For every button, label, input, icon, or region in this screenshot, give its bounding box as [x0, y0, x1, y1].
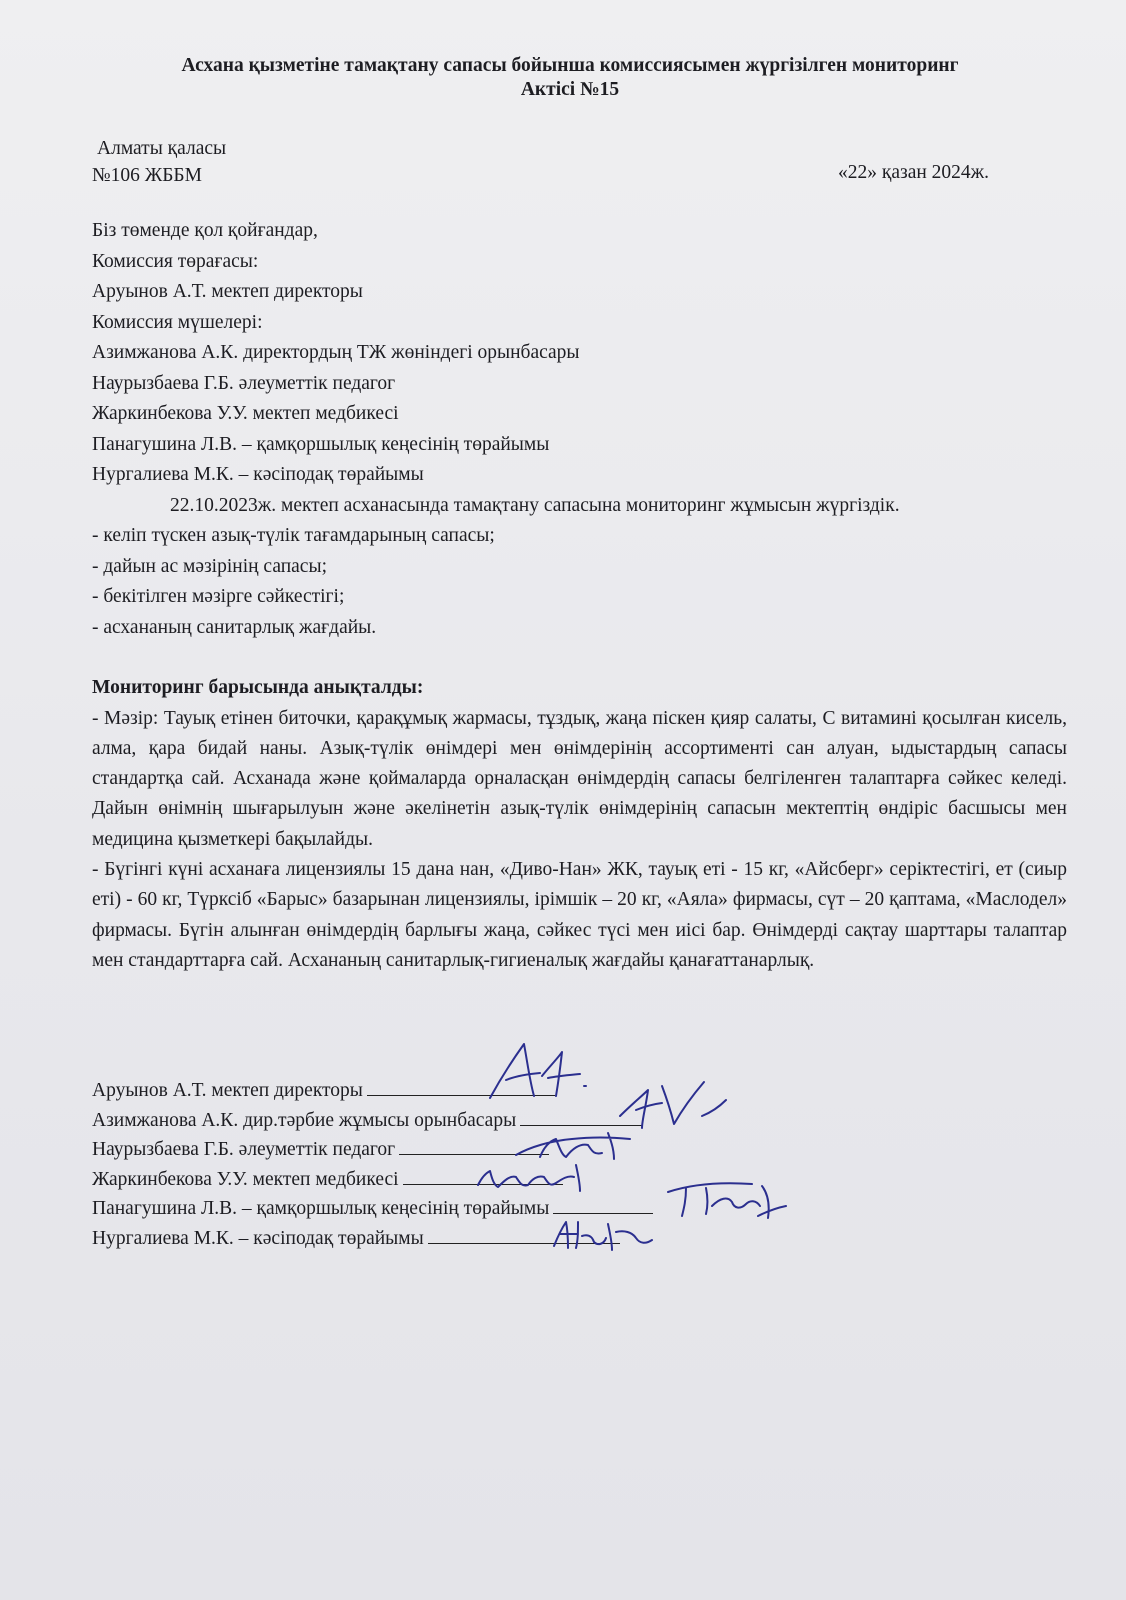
intro-line: Жаркинбекова У.У. мектеп медбикесі — [92, 403, 399, 424]
signature-label: Аруынов А.Т. мектеп директоры — [92, 1080, 363, 1101]
intro-line: Панагушина Л.В. – қамқоршылық кеңесінің төрайымы — [92, 433, 550, 455]
checklist-item: - келіп түскен азық-түлік тағамдарының сапасы; — [92, 525, 495, 546]
findings-paragraph-2: - Бүгінгі күні асханаға лицензиялы 15 дана нан, «Диво-Нан» ЖК, тауық еті - 15 кг, «Айсберг» серіктестігі, ет (сиыр еті) - 60 кг, Түрксіб «Барыс» базарынан лицензиялы, ірімшік – 20 кг, «Аяла» фирмасы, сүт – 20 қаптама, «Маслодел» фирмасы. Бүгін алынған өнімдердің барлығы жаңа, сәйкес түсі мен иісі бар. Өнімдерді сақтау шарттары талаптар мен стандарттарға сай. Асхананың санитарлық-гигиеналық жағдайы қанағаттанарлық. — [92, 858, 1067, 971]
signature-row — [92, 1224, 653, 1254]
signature-label: Азимжанова А.К. дир.тәрбие жұмысы орынбасары — [92, 1109, 517, 1131]
signature-mark — [546, 1216, 666, 1256]
signature-label: Панагушина Л.В. – қамқоршылық кеңесінің төрайымы — [92, 1198, 550, 1219]
intro-line: Комиссия төрағасы: — [92, 250, 259, 272]
signature-row — [92, 1165, 653, 1195]
checklist-item: - бекітілген мәзірге сәйкестігі; — [92, 586, 345, 607]
checklist-item: - дайын ас мәзірінің сапасы; — [92, 555, 327, 577]
signature-line — [553, 1195, 653, 1214]
signature-label: Наурызбаева Г.Б. әлеуметтік педагог — [92, 1139, 396, 1160]
document-title — [80, 54, 1060, 102]
intro-line: Комиссия мүшелері: — [92, 311, 263, 333]
signature-mark — [472, 1161, 602, 1197]
intro-line: Біз төменде қол қойғандар, — [92, 220, 318, 241]
intro-line: Аруынов А.Т. мектеп директоры — [92, 281, 363, 302]
findings-paragraph-1: - Мәзір: Тауық етінен биточки, қарақұмық жармасы, тұздық, жаңа піскен қияр салаты, С витамині қосылған кисель, алма, қара бидай наны. Азық-түлік өнімдері мен өнімдерінің ассортименті сан алуан, ыдыстардың сапасы стандартқа сай. Асханада және қоймаларда орналасқан өнімдердің сапасы белгіленген талаптарға сәйкес келеді. Дайын өнімнің шығарылуын және әкелінетін азық-түлік өнімдерінің сапасын мектептің өндіріс басшысы мен медицина қызметкері бақылайды. — [92, 707, 1067, 850]
intro-line: Нургалиева М.К. – кәсіподақ төрайымы — [92, 464, 424, 485]
intro-line: Азимжанова А.К. директордың ТЖ жөніндегі орынбасары — [92, 342, 580, 363]
intro-line: Наурызбаева Г.Б. әлеуметтік педагог — [92, 372, 396, 394]
document-body — [92, 216, 1067, 976]
document-date: «22» қазан 2024ж. — [838, 162, 990, 183]
findings-heading: Мониторинг барысында анықталды: — [92, 677, 424, 698]
monitoring-statement: 22.10.2023ж. мектеп асханасында тамақтану сапасына мониторинг жұмысын жүргіздік. — [170, 494, 900, 516]
checklist-item: - асхананың санитарлық жағдайы. — [92, 616, 377, 638]
signature-mark — [662, 1176, 792, 1222]
signature-row — [92, 1076, 653, 1106]
title-line-2: Актісі №15 — [520, 79, 620, 100]
signature-label: Жаркинбекова У.У. мектеп медбикесі — [92, 1168, 399, 1190]
title-line-1: Асхана қызметіне тамақтану сапасы бойынша комиссиясымен жүргізілген мониторинг — [181, 55, 959, 76]
school-label: №106 ЖББМ — [92, 165, 202, 186]
signature-mark — [480, 1036, 590, 1106]
city-label: Алматы қаласы — [97, 138, 227, 159]
signature-label: Нургалиева М.К. – кәсіподақ төрайымы — [92, 1227, 424, 1249]
signature-block — [92, 1076, 653, 1253]
